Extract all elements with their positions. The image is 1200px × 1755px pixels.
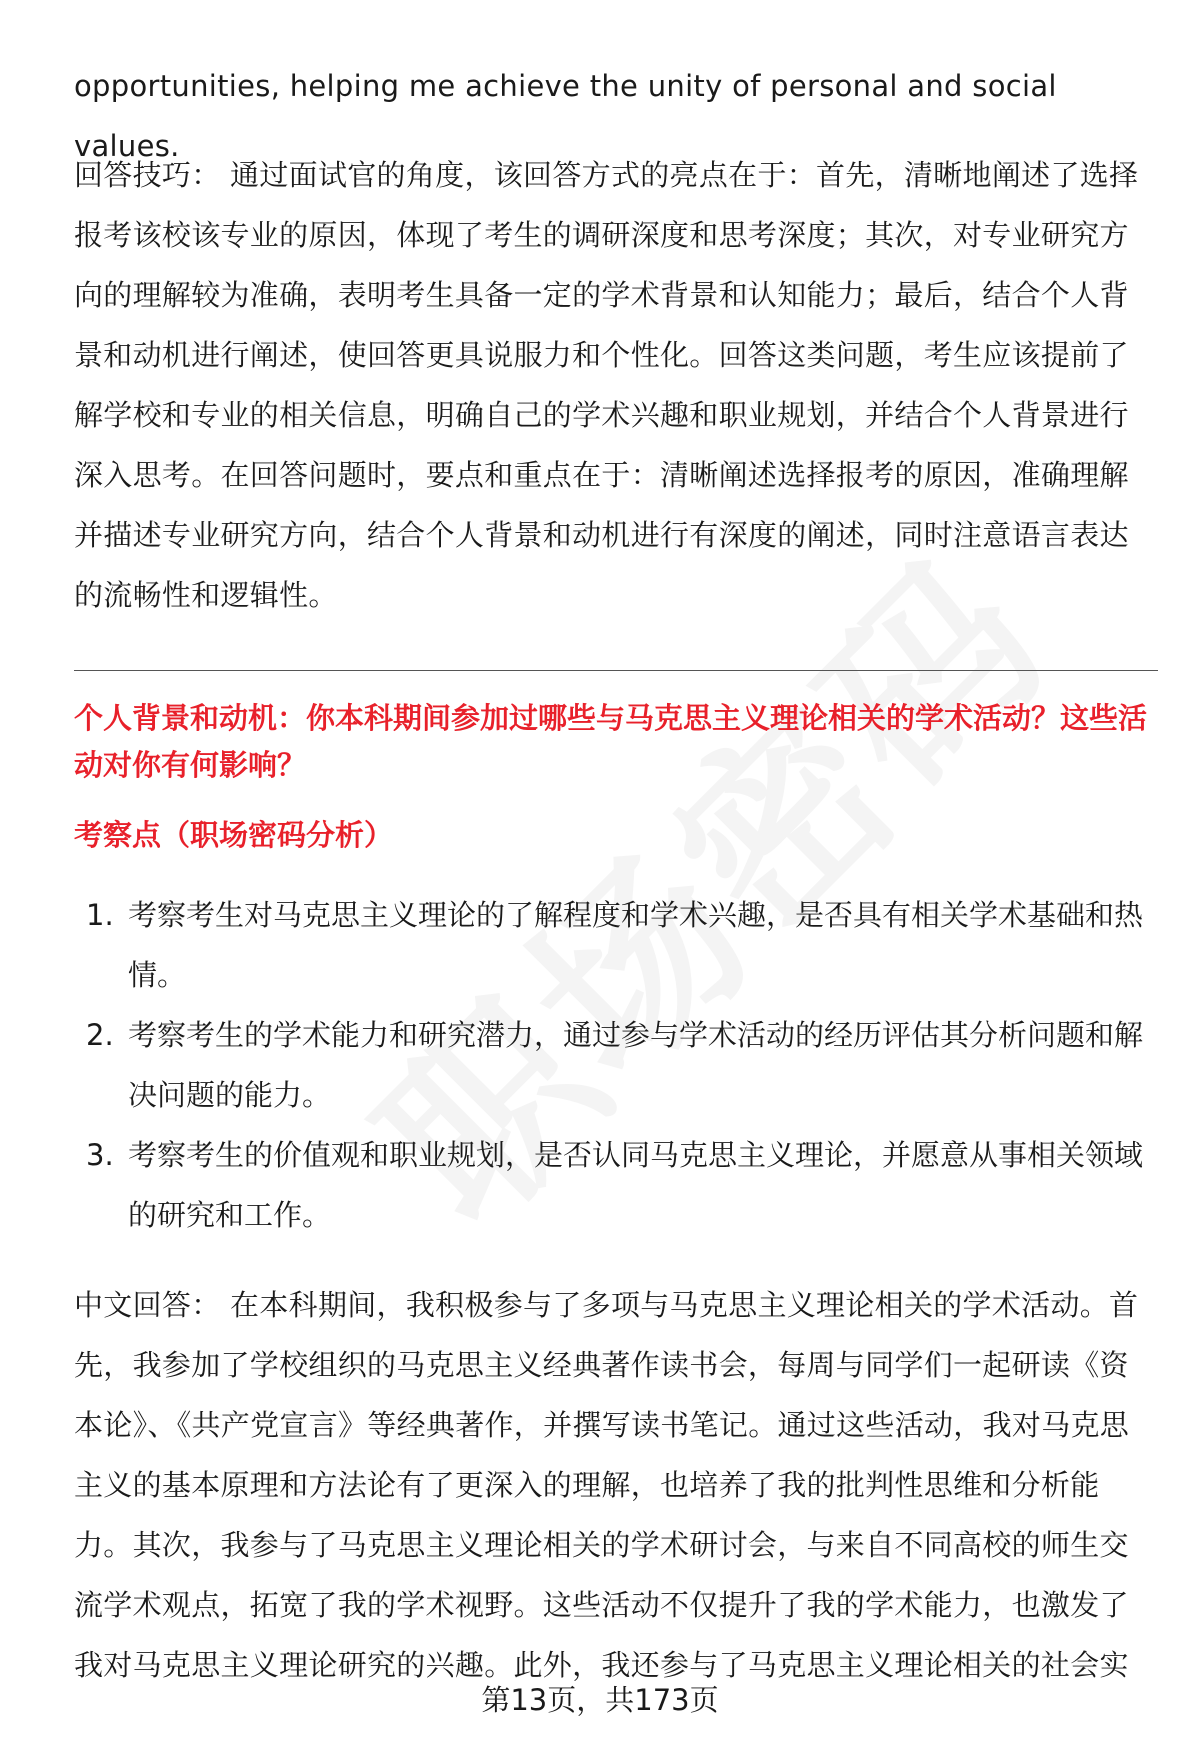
page-number-footer: 第13页，共173页	[481, 1683, 719, 1717]
list-item-text: 考察考生的学术能力和研究潜力，通过参与学术活动的经历评估其分析问题和解决问题的能力。	[128, 1018, 1144, 1112]
list-item-text: 考察考生的价值观和职业规划，是否认同马克思主义理论，并愿意从事相关领域的研究和工作。	[128, 1138, 1144, 1232]
answer-tips-paragraph	[74, 145, 1158, 625]
chinese-answer-text: 在本科期间，我积极参与了多项与马克思主义理论相关的学术活动。首先，我参加了学校组织的马克思主义经典著作读书会，每周与同学们一起研读《资本论》、《共产党宣言》等经典著作，并撰写读书笔记。通过这些活动，我对马克思主义的基本原理和方法论有了更深入的理解，也培养了我的批判性思维和分析能力。其次，我参与了马克思主义理论相关的学术研讨会，与来自不同高校的师生交流学术观点，拓宽了我的学术视野。这些活动不仅提升了我的学术能力，也激发了我对马克思主义理论研究的兴趣。此外，我还参与了马克思主义理论相关的社会实	[74, 1288, 1139, 1682]
list-item	[74, 885, 1158, 1005]
continued-english-line: opportunities, helping me achieve the unity of personal and social values.	[74, 69, 1057, 163]
list-item	[74, 1005, 1158, 1125]
answer-tips-text: 通过面试官的角度，该回答方式的亮点在于：首先，清晰地阐述了选择报考该校该专业的原因，体现了考生的调研深度和思考深度；其次，对专业研究方向的理解较为准确，表明考生具备一定的学术背景和认知能力；最后，结合个人背景和动机进行阐述，使回答更具说服力和个性化。回答这类问题，考生应该提前了解学校和专业的相关信息，明确自己的学术兴趣和职业规划，并结合个人背景进行深入思考。在回答问题时，要点和重点在于：清晰阐述选择报考的原因，准确理解并描述专业研究方向，结合个人背景和动机进行有深度的阐述，同时注意语言表达的流畅性和逻辑性。	[74, 158, 1139, 612]
list-item	[74, 1125, 1158, 1245]
list-item-number: 1.	[86, 898, 114, 932]
section-divider	[74, 670, 1158, 671]
question-heading: 个人背景和动机：你本科期间参加过哪些与马克思主义理论相关的学术活动？这些活动对你有何影响？	[74, 701, 1148, 782]
list-item-number: 2.	[86, 1018, 114, 1052]
list-item-number: 3.	[86, 1138, 114, 1172]
chinese-answer-paragraph	[74, 1275, 1158, 1695]
list-item-text: 考察考生对马克思主义理论的了解程度和学术兴趣，是否具有相关学术基础和热情。	[128, 898, 1144, 992]
chinese-answer-label: 中文回答：	[74, 1288, 221, 1322]
answer-tips-label: 回答技巧：	[74, 158, 221, 192]
assessment-points-heading: 考察点（职场密码分析）	[74, 818, 394, 852]
assessment-points-list	[74, 885, 1158, 1245]
